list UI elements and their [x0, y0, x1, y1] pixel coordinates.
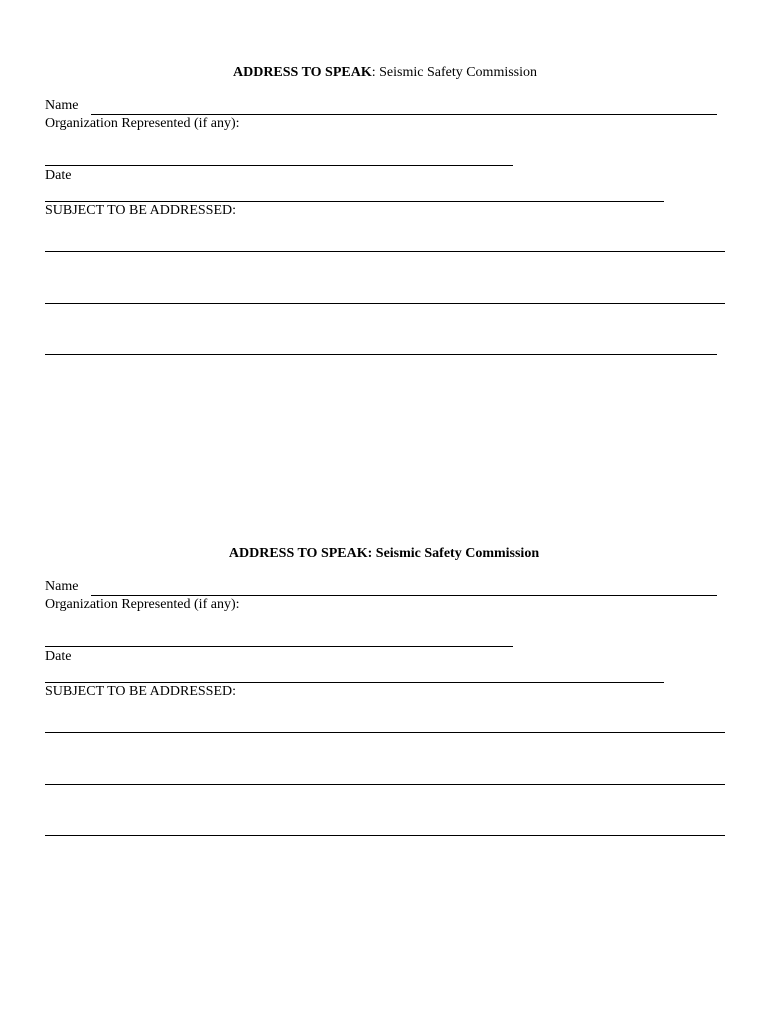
form-title-bold: ADDRESS TO SPEAK — [232, 65, 372, 80]
organization-label: Organization Represented (if any): — [45, 116, 240, 131]
organization-field-line[interactable] — [45, 165, 513, 166]
subject-field-line-3[interactable] — [45, 354, 717, 355]
form-title — [0, 546, 769, 562]
date-label: Date — [45, 649, 72, 664]
name-label: Name — [45, 98, 79, 113]
name-field-line[interactable] — [91, 595, 717, 596]
form-title-bold: ADDRESS TO SPEAK — [228, 546, 368, 561]
organization-field-line[interactable] — [45, 646, 513, 647]
form-title-rest: : Seismic Safety Commission — [371, 65, 538, 80]
form-title-rest: : Seismic Safety Commission — [367, 546, 540, 561]
subject-field-line-2[interactable] — [45, 303, 725, 304]
form-title — [0, 65, 770, 81]
subject-field-line-3[interactable] — [45, 835, 725, 836]
name-label: Name — [45, 579, 79, 594]
organization-label: Organization Represented (if any): — [45, 597, 240, 612]
date-field-line[interactable] — [45, 682, 664, 683]
speaker-request-form-1 — [0, 0, 770, 300]
subject-label: SUBJECT TO BE ADDRESSED: — [45, 684, 236, 699]
name-field-line[interactable] — [91, 114, 717, 115]
speaker-request-form-2 — [0, 481, 770, 781]
subject-field-line-2[interactable] — [45, 784, 725, 785]
subject-field-line-1[interactable] — [45, 732, 725, 733]
subject-field-line-1[interactable] — [45, 251, 725, 252]
date-label: Date — [45, 168, 72, 183]
subject-label: SUBJECT TO BE ADDRESSED: — [45, 203, 236, 218]
date-field-line[interactable] — [45, 201, 664, 202]
